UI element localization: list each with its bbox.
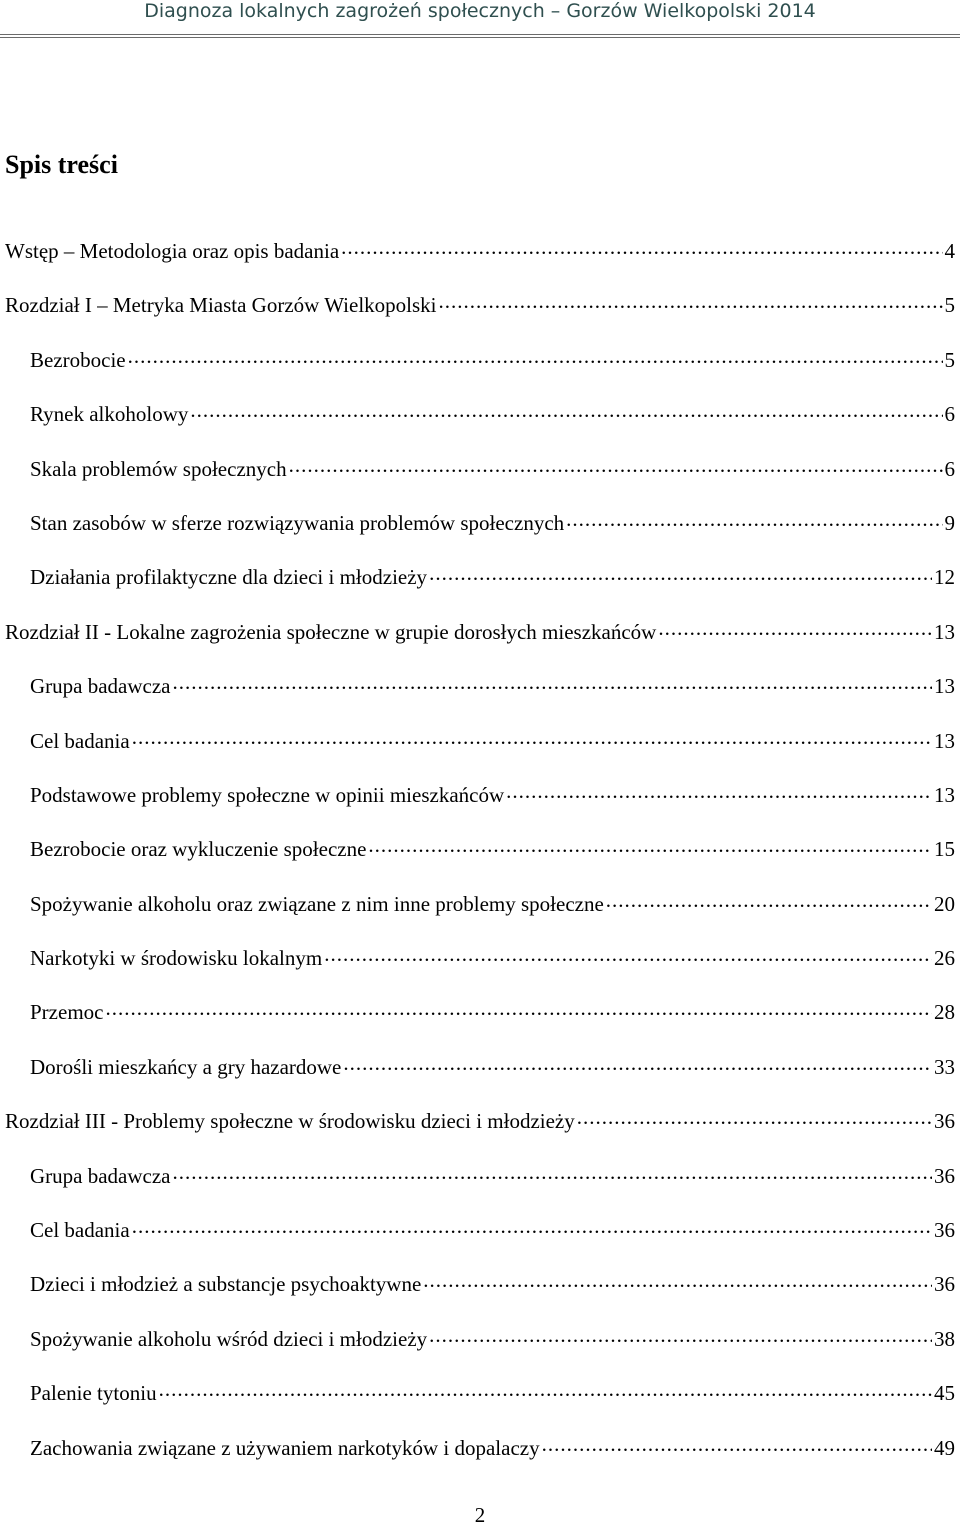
- toc-entry-page: 13: [934, 619, 955, 644]
- toc-entry-label: Skala problemów społecznych: [30, 456, 287, 481]
- toc-entry-page: 13: [934, 674, 955, 699]
- toc-entry-label: Stan zasobów w sferze rozwiązywania problemów społecznych: [30, 510, 565, 535]
- toc-entry-label: Spożywanie alkoholu oraz związane z nim inne problemy społeczne: [30, 891, 604, 916]
- toc-entry-label: Bezrobocie: [30, 347, 126, 372]
- dot-leader: [542, 1433, 932, 1455]
- toc-entry-label: Rynek alkoholowy: [30, 402, 189, 427]
- table-of-contents: [0, 236, 960, 1487]
- toc-entry-page: 9: [944, 510, 955, 535]
- dot-leader: [324, 943, 932, 965]
- dot-leader: [658, 617, 932, 639]
- header-divider: [0, 34, 960, 38]
- toc-entry-label: Cel badania: [30, 1218, 130, 1243]
- toc-entry[interactable]: [0, 399, 960, 453]
- toc-entry-page: 33: [934, 1054, 955, 1079]
- toc-entry-label: Rozdział I – Metryka Miasta Gorzów Wielkopolski: [5, 293, 437, 318]
- toc-entry[interactable]: [0, 1433, 960, 1487]
- toc-entry[interactable]: [0, 1052, 960, 1106]
- toc-entry-label: Działania profilaktyczne dla dzieci i młodzieży: [30, 565, 428, 590]
- dot-leader: [132, 726, 932, 748]
- toc-entry-label: Rozdział II - Lokalne zagrożenia społeczne w grupie dorosłych mieszkańców: [5, 619, 657, 644]
- toc-entry-page: 5: [944, 347, 955, 372]
- toc-entry[interactable]: [0, 1269, 960, 1323]
- toc-entry[interactable]: [0, 454, 960, 508]
- dot-leader: [429, 562, 932, 584]
- toc-entry[interactable]: [0, 617, 960, 671]
- dot-leader: [341, 236, 942, 258]
- dot-leader: [439, 290, 943, 312]
- toc-entry-page: 36: [934, 1218, 955, 1243]
- toc-entry[interactable]: [0, 889, 960, 943]
- toc-entry[interactable]: [0, 1161, 960, 1215]
- toc-entry-page: 5: [944, 293, 955, 318]
- toc-entry-label: Spożywanie alkoholu wśród dzieci i młodzieży: [30, 1326, 428, 1351]
- toc-entry-page: 36: [934, 1109, 955, 1134]
- toc-entry-page: 20: [934, 891, 955, 916]
- toc-entry-page: 36: [934, 1163, 955, 1188]
- page-number: 2: [474, 1503, 486, 1527]
- toc-entry[interactable]: [0, 780, 960, 834]
- dot-leader: [128, 345, 943, 367]
- toc-entry-label: Grupa badawcza: [30, 1163, 171, 1188]
- toc-entry-page: 28: [934, 1000, 955, 1025]
- dot-leader: [105, 997, 932, 1019]
- toc-entry-page: 45: [934, 1381, 955, 1406]
- dot-leader: [132, 1215, 932, 1237]
- dot-leader: [606, 889, 932, 911]
- toc-entry[interactable]: [0, 943, 960, 997]
- toc-entry-page: 13: [934, 782, 955, 807]
- toc-entry-page: 26: [934, 946, 955, 971]
- toc-entry-label: Rozdział III - Problemy społeczne w środowisku dzieci i młodzieży: [5, 1109, 575, 1134]
- toc-entry[interactable]: [0, 1106, 960, 1160]
- dot-leader: [566, 508, 942, 530]
- dot-leader: [289, 454, 943, 476]
- toc-entry-page: 6: [944, 402, 955, 427]
- toc-entry-page: 49: [934, 1435, 955, 1460]
- toc-entry[interactable]: [0, 562, 960, 616]
- running-header: Diagnoza lokalnych zagrożeń społecznych – Gorzów Wielkopolski 2014: [144, 0, 816, 22]
- toc-entry-label: Grupa badawcza: [30, 674, 171, 699]
- toc-entry[interactable]: [0, 1324, 960, 1378]
- toc-entry-label: Dorośli mieszkańcy a gry hazardowe: [30, 1054, 342, 1079]
- dot-leader: [173, 1161, 933, 1183]
- toc-entry-label: Narkotyki w środowisku lokalnym: [30, 946, 323, 971]
- toc-entry-page: 6: [944, 456, 955, 481]
- toc-entry-label: Wstęp – Metodologia oraz opis badania: [5, 239, 340, 263]
- dot-leader: [343, 1052, 932, 1074]
- dot-leader: [423, 1269, 932, 1291]
- toc-entry[interactable]: [0, 1215, 960, 1269]
- toc-entry-label: Bezrobocie oraz wykluczenie społeczne: [30, 837, 367, 862]
- toc-entry[interactable]: [0, 726, 960, 780]
- dot-leader: [577, 1106, 932, 1128]
- toc-entry[interactable]: [0, 290, 960, 344]
- toc-entry-label: Przemoc: [30, 1000, 104, 1025]
- toc-entry[interactable]: [0, 834, 960, 888]
- toc-entry-page: 13: [934, 728, 955, 753]
- dot-leader: [429, 1324, 932, 1346]
- toc-entry[interactable]: [0, 236, 960, 290]
- toc-entry-page: 38: [934, 1326, 955, 1351]
- toc-entry-label: Podstawowe problemy społeczne w opinii mieszkańców: [30, 782, 505, 807]
- toc-entry[interactable]: [0, 1378, 960, 1432]
- toc-entry-label: Dzieci i młodzież a substancje psychoaktywne: [30, 1272, 422, 1297]
- toc-entry-label: Palenie tytoniu: [30, 1381, 157, 1406]
- toc-entry-label: Zachowania związane z używaniem narkotyków i dopalaczy: [30, 1435, 540, 1460]
- toc-entry-page: 36: [934, 1272, 955, 1297]
- dot-leader: [506, 780, 932, 802]
- toc-entry-page: 12: [934, 565, 955, 590]
- toc-entry-page: 15: [934, 837, 955, 862]
- toc-entry[interactable]: [0, 345, 960, 399]
- dot-leader: [190, 399, 942, 421]
- toc-title: Spis treści: [5, 150, 118, 179]
- toc-entry[interactable]: [0, 997, 960, 1051]
- dot-leader: [368, 834, 932, 856]
- dot-leader: [159, 1378, 932, 1400]
- toc-entry-page: 4: [944, 239, 955, 263]
- dot-leader: [173, 671, 933, 693]
- toc-entry-label: Cel badania: [30, 728, 130, 753]
- toc-entry[interactable]: [0, 671, 960, 725]
- toc-entry[interactable]: [0, 508, 960, 562]
